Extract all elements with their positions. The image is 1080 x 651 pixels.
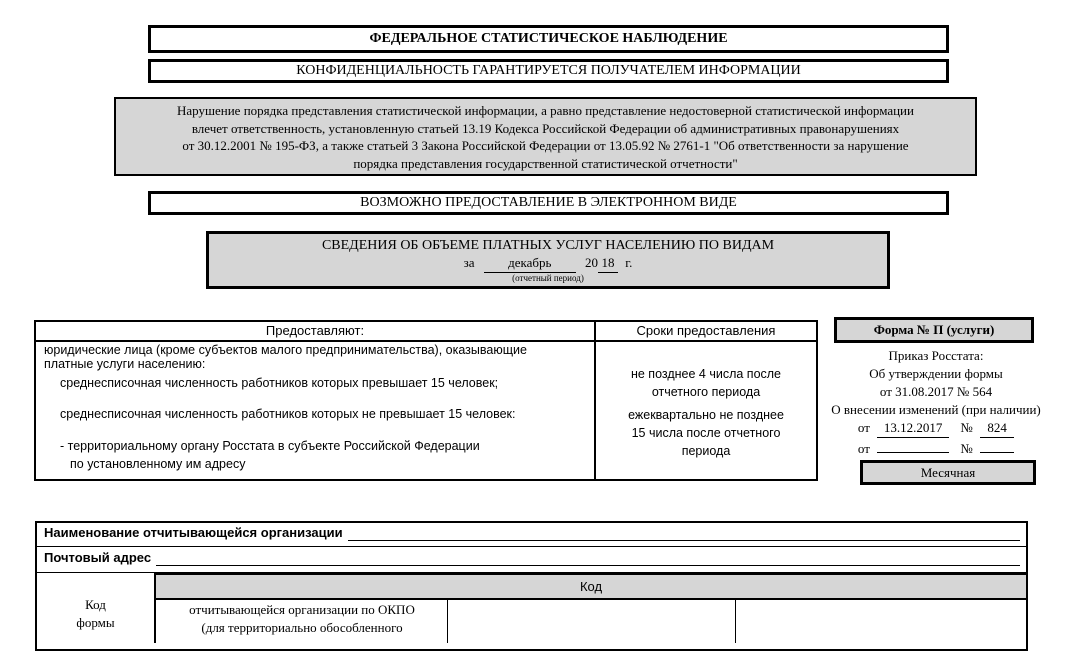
change-date-empty: [877, 438, 949, 453]
confidentiality-header: КОНФИДЕНЦИАЛЬНОСТЬ ГАРАНТИРУЕТСЯ ПОЛУЧАТЕЛЕМ ИНФОРМАЦИИ: [148, 59, 949, 83]
reporting-period-line: [209, 254, 887, 273]
org-row-divider-1: [35, 546, 1028, 547]
submitters-item-3-line-2: по установленному им адресу: [70, 457, 246, 471]
warning-line-3: от 30.12.2001 № 195-ФЗ, а также статьей 3 Закона Российской Федерации от 13.05.92 № 2761-1 "Об ответственности за нарушение: [182, 138, 909, 153]
org-address-label: Почтовый адрес: [44, 550, 152, 565]
okpo-label: [158, 601, 446, 637]
form-code-label: [37, 596, 154, 632]
report-title-box: [206, 231, 890, 289]
report-title: СВЕДЕНИЯ ОБ ОБЪЕМЕ ПЛАТНЫХ УСЛУГ НАСЕЛЕНИЮ ПО ВИДАМ: [321, 238, 775, 253]
org-name-label: Наименование отчитывающейся организации: [44, 525, 343, 540]
org-name-field[interactable]: [348, 540, 1020, 541]
warning-line-4: порядка представления государственной статистической отчетности": [353, 155, 738, 171]
okpo-line-1: отчитывающейся организации по ОКПО: [189, 602, 415, 617]
change-line-2: [826, 438, 1046, 458]
okpo-line-2: (для территориально обособленного: [201, 620, 403, 635]
order-line-1: Приказ Росстата:: [888, 348, 984, 363]
submitters-intro-line-1: юридические лица (кроме субъектов малого предпринимательства), оказывающие: [44, 343, 527, 357]
change-no-label-2: №: [960, 441, 973, 456]
form-number-box: Форма № П (услуги): [834, 317, 1034, 343]
org-address-row: [44, 549, 1024, 569]
deadline-monthly: [596, 365, 816, 401]
order-line-2: Об утверждении формы: [869, 366, 1003, 381]
order-line-3: от 31.08.2017 № 564: [879, 384, 993, 399]
change-date: 13.12.2017: [877, 419, 949, 438]
org-address-field[interactable]: [156, 565, 1020, 566]
deadline-quarterly-line-1: ежеквартально не позднее: [628, 408, 784, 422]
federal-observation-header: ФЕДЕРАЛЬНОЕ СТАТИСТИЧЕСКОЕ НАБЛЮДЕНИЕ: [148, 25, 949, 53]
okpo-column-divider: [447, 600, 448, 643]
period-month: декабрь: [484, 254, 576, 273]
submitters-header-divider: [34, 340, 818, 342]
deadline-quarterly-line-3: периода: [681, 444, 731, 458]
submitters-intro-line-2: платные услуги населению:: [44, 357, 206, 371]
submitters-header-right: Сроки предоставления: [636, 323, 776, 338]
change-ot-label-2: от: [857, 441, 870, 456]
form-code-line-1: Код: [85, 597, 106, 612]
submitters-item-3: [60, 437, 590, 473]
periodicity-box: Месячная: [860, 460, 1036, 485]
electronic-submission-banner: ВОЗМОЖНО ПРЕДОСТАВЛЕНИЕ В ЭЛЕКТРОННОМ ВИДЕ: [148, 191, 949, 215]
change-no-label: №: [960, 420, 973, 435]
code-header-cell: Код: [154, 573, 1028, 600]
code-value-divider: [735, 600, 736, 643]
period-caption: (отчетный период): [512, 273, 584, 283]
deadline-monthly-line-1: не позднее 4 числа после: [630, 367, 782, 381]
period-year-prefix: 20: [585, 255, 599, 270]
period-year-suffix: 18: [598, 254, 618, 273]
change-number-empty: [980, 438, 1014, 453]
code-column-divider: [154, 573, 156, 643]
org-name-row: [44, 524, 1024, 544]
period-year-g: г.: [625, 255, 633, 270]
warning-line-1: Нарушение порядка представления статистической информации, а равно представление недостоверной статистической информации: [177, 103, 914, 118]
submitters-item-1: среднесписочная численность работников которых превышает 15 человек;: [60, 376, 499, 390]
form-order-info: [826, 347, 1046, 458]
change-line-1: [826, 419, 1046, 438]
deadline-quarterly-line-2: 15 числа после отчетного: [631, 426, 781, 440]
warning-line-2: влечет ответственность, установленную статьей 13.19 Кодекса Российской Федерации об административных правонарушениях: [191, 120, 900, 136]
change-ot-label: от: [857, 420, 870, 435]
submitters-header-left: Предоставляют:: [265, 323, 365, 338]
submitters-item-2: среднесписочная численность работников которых не превышает 15 человек:: [60, 407, 516, 421]
deadline-monthly-line-2: отчетного периода: [651, 385, 761, 399]
legal-warning-box: [114, 97, 977, 176]
form-code-line-2: формы: [76, 615, 115, 630]
period-za: за: [463, 255, 475, 270]
submitters-intro: [44, 343, 592, 371]
deadline-quarterly: [596, 406, 816, 460]
order-line-4: О внесении изменений (при наличии): [831, 402, 1041, 417]
change-number: 824: [980, 419, 1014, 438]
submitters-item-3-line-1: - территориальному органу Росстата в субъекте Российской Федерации: [60, 439, 480, 453]
